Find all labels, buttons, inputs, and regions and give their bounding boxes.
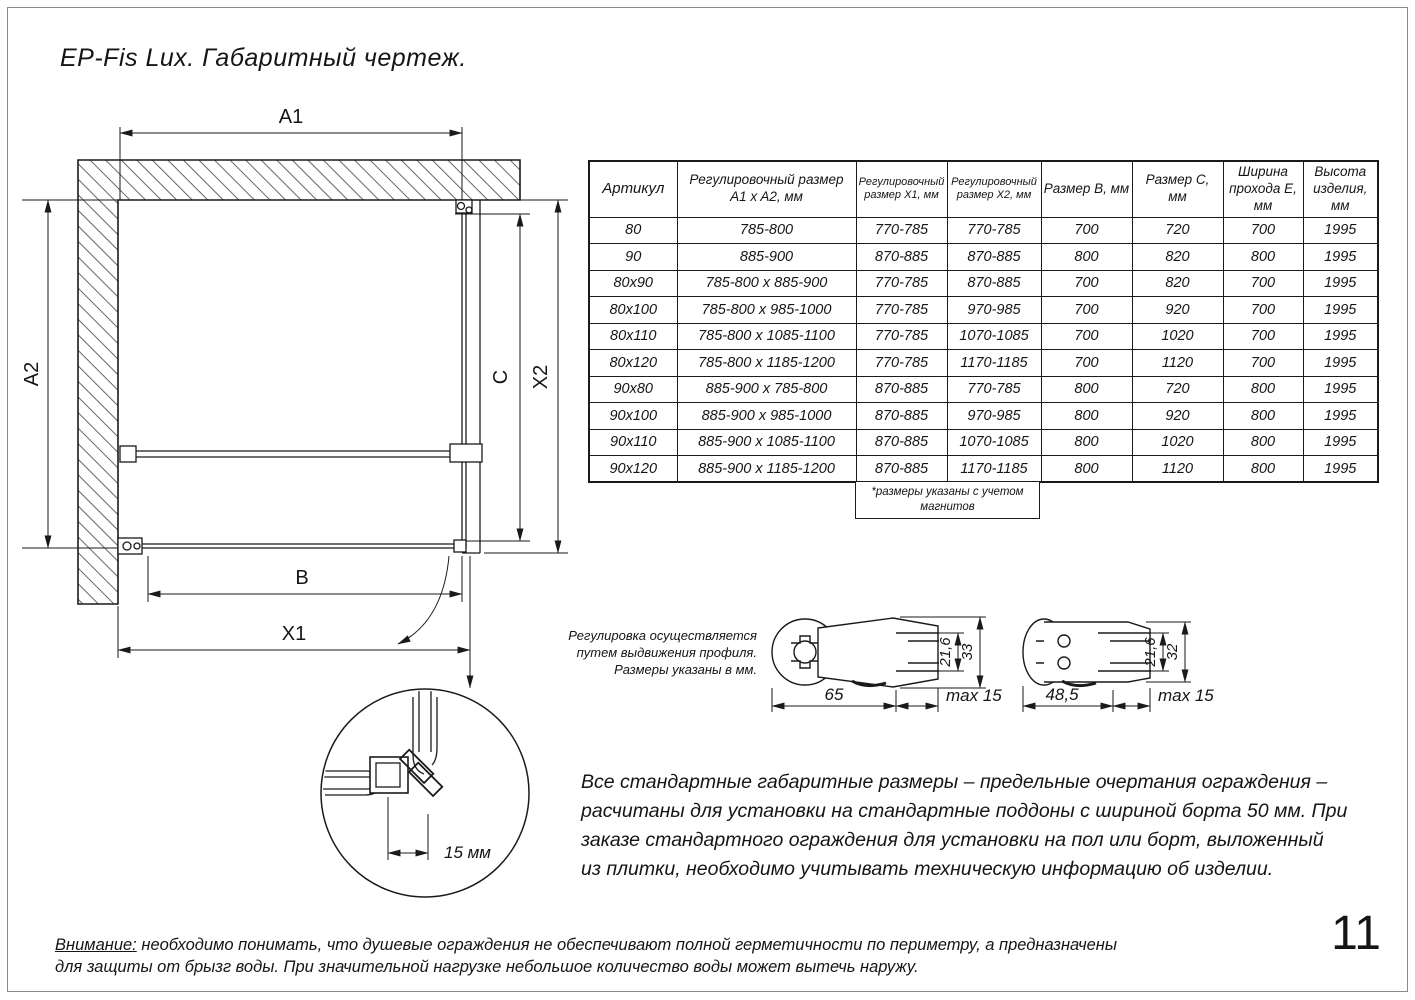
cell: 700 [1041,323,1132,350]
table-row [589,376,1378,403]
warning-note [55,934,1117,978]
description-line: расчитаны для установки на стандартные поддоны с шириной борта 50 мм. При [581,800,1348,822]
table-header-row [589,161,1378,217]
col-header-b: Размер B, мм [1041,161,1132,217]
cell: 770-785 [856,350,947,377]
cell: 90x100 [589,403,677,430]
table-row [589,270,1378,297]
cell: 80x110 [589,323,677,350]
cell: 1070-1085 [947,429,1041,456]
cell: 920 [1132,403,1223,430]
door-swing-arc [398,556,449,644]
cell: 80x100 [589,297,677,324]
cell: 800 [1041,429,1132,456]
cell: 870-885 [856,456,947,483]
cell: 1995 [1303,350,1378,377]
table-footnote: *размеры указаны с учетом магнитов [855,481,1040,519]
size-table [588,160,1379,483]
page-title: EP-Fis Lux. Габаритный чертеж. [60,44,467,72]
col-header-e: Ширина прохода E, мм [1223,161,1303,217]
cell: 870-885 [856,244,947,271]
cell: 970-985 [947,403,1041,430]
description-line: из плитки, необходимо учитывать техническую информацию об изделии. [581,858,1274,880]
dim-label-c: C [490,369,512,385]
cell: 1020 [1132,323,1223,350]
cell: 920 [1132,297,1223,324]
dim-label-a2: A2 [21,361,43,387]
dim-label-15mm: 15 мм [444,843,491,862]
cell: 90x120 [589,456,677,483]
cell: 870-885 [947,270,1041,297]
profile-left-drawing [772,617,1002,712]
cell: 720 [1132,217,1223,244]
cell: 800 [1041,244,1132,271]
cell: 785-800 x 1185-1200 [677,350,856,377]
cell: 1120 [1132,456,1223,483]
adjustment-note [545,628,757,679]
cell: 870-885 [856,403,947,430]
cell: 1995 [1303,429,1378,456]
adjustment-note-line: Размеры указаны в мм. [614,661,757,677]
cell: 785-800 x 885-900 [677,270,856,297]
warning-line [55,934,1117,956]
table-row [589,456,1378,483]
profile-right-channel-label: 21,6 [1142,637,1159,667]
table-row [589,323,1378,350]
cell: 90 [589,244,677,271]
cell: 885-900 x 785-800 [677,376,856,403]
side-glass-panel [456,200,480,553]
cell: 1170-1185 [947,456,1041,483]
cell: 1020 [1132,429,1223,456]
dimension-b [148,556,462,602]
cell: 700 [1223,270,1303,297]
cell: 885-900 [677,244,856,271]
cell: 1995 [1303,403,1378,430]
cell: 1995 [1303,217,1378,244]
profile-right-width-label: 48,5 [1045,685,1079,704]
dim-label-a1: A1 [278,106,304,128]
cell: 800 [1223,403,1303,430]
warning-label: Внимание: [55,936,137,954]
cell: 785-800 x 985-1000 [677,297,856,324]
cell: 770-785 [947,217,1041,244]
dim-label-b: B [295,567,309,589]
page-number: 11 [1331,907,1381,960]
cell: 800 [1223,456,1303,483]
cell: 870-885 [856,376,947,403]
stabilizer-bar [120,444,482,462]
cell: 700 [1223,323,1303,350]
col-header-a1a2: Регулировочный размер A1 x A2, мм [677,161,856,217]
description-line: Все стандартные габаритные размеры – предельные очертания ограждения – [581,771,1328,793]
cell: 785-800 x 1085-1100 [677,323,856,350]
description-paragraph [581,768,1347,884]
profile-left-channel-label: 21,6 [937,637,954,667]
cell: 885-900 x 1085-1100 [677,429,856,456]
cell: 820 [1132,270,1223,297]
table-row [589,429,1378,456]
wall-section [78,160,520,604]
corner-detail-view [321,689,529,897]
cell: 700 [1041,350,1132,377]
adjustment-note-line: путем выдвижения профиля. [576,644,757,660]
cell: 820 [1132,244,1223,271]
profile-right-drawing [1023,619,1214,712]
dim-label-x2: X2 [530,364,552,390]
cell: 80x90 [589,270,677,297]
cell: 800 [1223,376,1303,403]
cell: 800 [1223,429,1303,456]
table-row [589,297,1378,324]
cell: 720 [1132,376,1223,403]
table-row [589,350,1378,377]
cell: 870-885 [856,429,947,456]
cell: 80 [589,217,677,244]
cell: 700 [1041,297,1132,324]
cell: 770-785 [856,217,947,244]
cell: 90x110 [589,429,677,456]
cell: 1995 [1303,323,1378,350]
cell: 1070-1085 [947,323,1041,350]
description-line: заказе стандартного ограждения для установки на пол или борт, выложенный [581,829,1324,851]
cell: 770-785 [947,376,1041,403]
cell: 800 [1041,456,1132,483]
cell: 700 [1223,297,1303,324]
cell: 785-800 [677,217,856,244]
profile-left-max-label: max 15 [946,686,1002,705]
dim-label-x1: X1 [281,623,307,645]
cell: 800 [1041,376,1132,403]
cell: 700 [1041,270,1132,297]
door-glass-panel [118,538,466,554]
cell: 970-985 [947,297,1041,324]
table-row [589,217,1378,244]
dimension-x1 [118,556,470,688]
cell: 80x120 [589,350,677,377]
adjustment-note-line: Регулировка осуществляется [568,628,757,643]
cell: 1995 [1303,456,1378,483]
col-header-x2: Регулировочный размер X2, мм [947,161,1041,217]
cell: 700 [1223,350,1303,377]
profile-right-max-label: max 15 [1158,686,1214,705]
cell: 1995 [1303,376,1378,403]
cell: 1995 [1303,297,1378,324]
cell: 1995 [1303,244,1378,271]
cell: 770-785 [856,270,947,297]
cell: 870-885 [947,244,1041,271]
detail-dimension-15mm [388,797,491,862]
cell: 1170-1185 [947,350,1041,377]
col-header-x1: Регулировочный размер X1, мм [856,161,947,217]
table-row [589,403,1378,430]
cell: 1120 [1132,350,1223,377]
cell: 770-785 [856,323,947,350]
cell: 885-900 x 1185-1200 [677,456,856,483]
col-header-article: Артикул [589,161,677,217]
cell: 885-900 x 985-1000 [677,403,856,430]
cell: 90x80 [589,376,677,403]
warning-text: необходимо понимать, что душевые ограждения не обеспечивают полной герметичности по периметру, а предназначены [136,936,1118,954]
table-row [589,244,1378,271]
cell: 1995 [1303,270,1378,297]
profile-right-height-label: 32 [1164,643,1181,661]
cell: 700 [1041,217,1132,244]
col-header-height: Высота изделия, мм [1303,161,1378,217]
cell: 800 [1041,403,1132,430]
profile-left-height-label: 33 [959,643,976,661]
cell: 800 [1223,244,1303,271]
profile-left-width-label: 65 [824,685,844,704]
cell: 700 [1223,217,1303,244]
warning-line: для защиты от брызг воды. При значительной нагрузке небольшое количество воды может вытечь наружу. [55,958,919,976]
col-header-c: Размер C, мм [1132,161,1223,217]
cell: 770-785 [856,297,947,324]
